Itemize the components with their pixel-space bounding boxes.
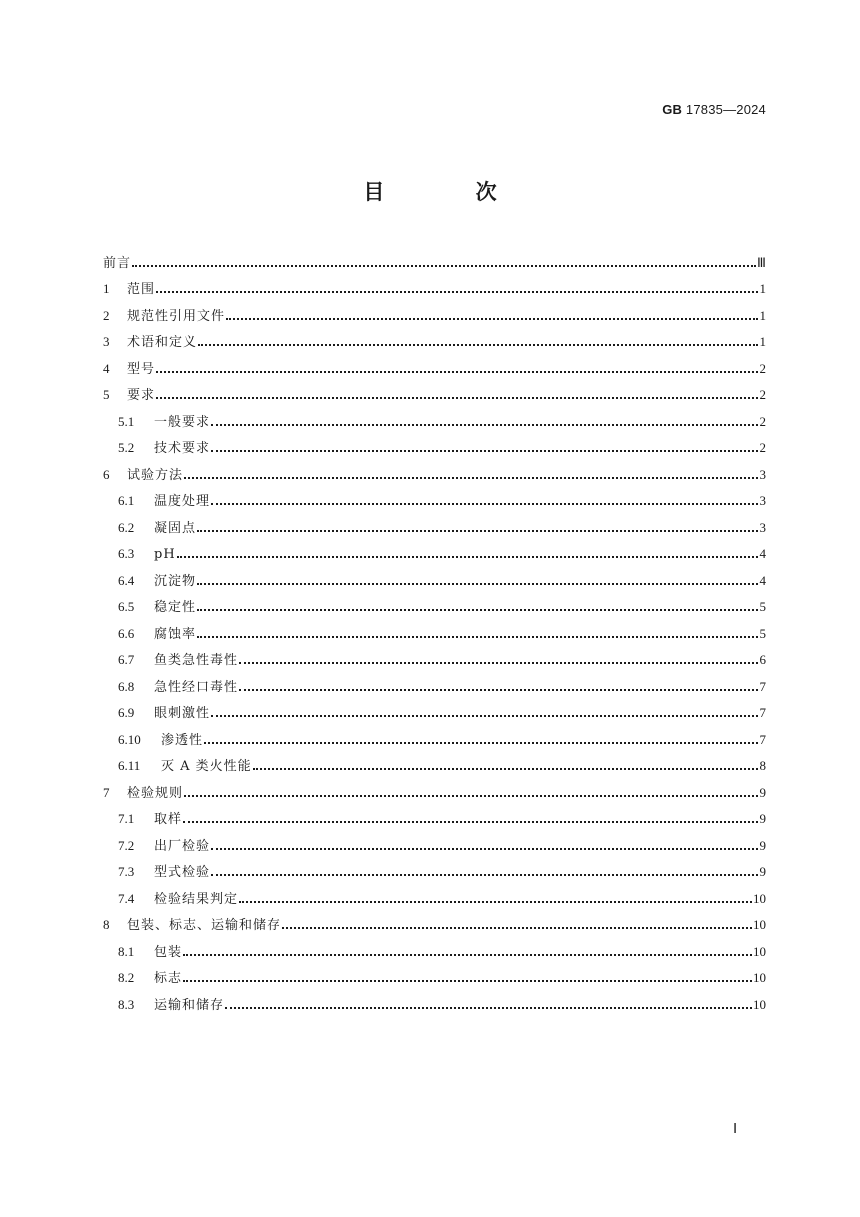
toc-entry[interactable]	[103, 350, 766, 377]
toc-entry-label: 一般要求	[154, 414, 211, 430]
toc-entry[interactable]	[103, 324, 766, 351]
toc-entry-page: 10	[753, 890, 766, 906]
toc-entry[interactable]	[103, 880, 766, 907]
toc-entry-page: 4	[759, 546, 766, 561]
toc-entry-label: 要求	[127, 388, 156, 403]
toc-entry-number: 2	[103, 307, 110, 323]
toc-entry-label: 范围	[127, 282, 156, 297]
toc-entry[interactable]	[103, 377, 766, 404]
toc-entry[interactable]	[103, 615, 766, 642]
toc-dot-leader	[183, 980, 752, 982]
toc-entry-number: 8.3	[118, 996, 135, 1012]
toc-entry[interactable]	[103, 960, 766, 987]
page-title: 目 次	[363, 180, 539, 204]
toc-entry[interactable]	[103, 430, 766, 457]
toc-entry-number: 8	[103, 917, 110, 932]
toc-entry[interactable]	[103, 589, 766, 616]
toc-entry-label: 包装、标志、运输和储存	[127, 918, 282, 933]
toc-entry-number: 5.2	[118, 440, 135, 455]
toc-dot-leader	[239, 901, 752, 903]
toc-entry-label: 稳定性	[154, 600, 197, 615]
toc-dot-leader	[197, 583, 758, 585]
toc-entry-number: 6.11	[118, 758, 141, 773]
toc-entry[interactable]	[103, 907, 766, 934]
toc-entry[interactable]	[103, 271, 766, 298]
toc-dot-leader	[184, 477, 758, 479]
toc-entry-page: 2	[759, 413, 766, 429]
toc-entry-page: 1	[759, 281, 766, 296]
toc-dot-leader	[184, 795, 758, 797]
toc-entry-label: 出厂检验	[154, 838, 211, 854]
toc-entry-number: 6.8	[118, 678, 135, 694]
toc-entry-label: 温度处理	[154, 494, 211, 509]
toc-dot-leader	[211, 874, 758, 876]
standard-prefix: GB	[662, 102, 683, 117]
table-of-contents	[103, 244, 766, 1013]
toc-entry-label: 型式检验	[154, 865, 211, 880]
toc-entry-page: 5	[759, 599, 766, 614]
toc-entry-label: 鱼类急性毒性	[154, 653, 239, 668]
toc-entry-page: 10	[753, 996, 766, 1012]
toc-entry-page: 4	[759, 572, 766, 588]
toc-dot-leader	[211, 715, 758, 717]
toc-dot-leader	[239, 662, 758, 664]
toc-entry-page: 7	[759, 705, 766, 720]
toc-entry-page: 10	[753, 943, 766, 959]
toc-entry-number: 5	[103, 387, 110, 402]
toc-entry[interactable]	[103, 483, 766, 510]
toc-entry[interactable]	[103, 695, 766, 722]
standard-code: 17835—2024	[685, 102, 766, 117]
toc-entry-page: 5	[759, 625, 766, 641]
toc-dot-leader	[197, 636, 758, 638]
toc-dot-leader	[156, 291, 758, 293]
toc-entry-number: 6.6	[118, 625, 135, 641]
toc-entry-number: 4	[103, 360, 110, 376]
toc-entry-label: 试验方法	[127, 467, 184, 483]
toc-entry[interactable]	[103, 297, 766, 324]
toc-entry-page: 9	[759, 811, 766, 826]
toc-entry-label: 标志	[154, 971, 183, 986]
toc-dot-leader	[282, 927, 752, 929]
toc-entry-number: 6	[103, 466, 110, 482]
toc-entry-label: 取样	[154, 812, 183, 827]
toc-entry-label: pH	[154, 547, 176, 562]
toc-dot-leader	[132, 265, 756, 267]
toc-dot-leader	[225, 1007, 752, 1009]
toc-entry[interactable]	[103, 721, 766, 748]
toc-entry[interactable]	[103, 774, 766, 801]
toc-entry-page: 2	[759, 360, 766, 376]
toc-entry-label: 运输和储存	[154, 997, 225, 1013]
toc-entry-number: 7.2	[118, 837, 135, 853]
toc-entry-number: 7.4	[118, 890, 135, 906]
toc-entry[interactable]	[103, 986, 766, 1013]
toc-entry-page: 2	[759, 387, 766, 402]
toc-entry-page: 10	[753, 917, 766, 932]
toc-entry-label: 沉淀物	[154, 573, 197, 589]
toc-entry[interactable]	[103, 748, 766, 775]
toc-dot-leader	[183, 821, 758, 823]
toc-entry-number: 8.2	[118, 970, 135, 985]
standard-number	[662, 102, 766, 117]
toc-entry-page: 3	[759, 519, 766, 535]
toc-entry-page: 9	[759, 784, 766, 800]
toc-entry[interactable]	[103, 933, 766, 960]
toc-entry-label: 前言	[103, 255, 132, 271]
toc-entry-label: 包装	[154, 944, 183, 960]
toc-entry-label: 检验规则	[127, 785, 184, 801]
toc-entry[interactable]	[103, 509, 766, 536]
toc-entry-label: 检验结果判定	[154, 891, 239, 907]
toc-entry-page: 7	[759, 731, 766, 747]
toc-dot-leader	[211, 848, 758, 850]
toc-entry-number: 7	[103, 784, 110, 800]
toc-entry-page: 6	[759, 652, 766, 667]
toc-entry-page: 9	[759, 864, 766, 879]
toc-dot-leader	[197, 609, 758, 611]
toc-entry[interactable]	[103, 403, 766, 430]
toc-dot-leader	[204, 742, 758, 744]
toc-entry[interactable]	[103, 456, 766, 483]
toc-entry-number: 6.1	[118, 493, 135, 508]
toc-dot-leader	[211, 450, 758, 452]
toc-entry-label: 腐蚀率	[154, 626, 197, 642]
toc-entry[interactable]	[103, 536, 766, 563]
toc-dot-leader	[226, 318, 758, 320]
toc-dot-leader	[211, 503, 758, 505]
toc-entry-label: 急性经口毒性	[154, 679, 239, 695]
toc-entry[interactable]	[103, 801, 766, 828]
toc-entry-label: 灭 A 类火性能	[161, 759, 252, 774]
toc-entry-number: 5.1	[118, 413, 135, 429]
toc-entry-page: 7	[759, 678, 766, 694]
toc-dot-leader	[198, 344, 758, 346]
toc-entry-number: 3	[103, 334, 110, 349]
toc-entry-number: 6.4	[118, 572, 135, 588]
toc-entry-label: 眼刺激性	[154, 706, 211, 721]
toc-entry[interactable]	[103, 668, 766, 695]
toc-entry-label: 技术要求	[154, 441, 211, 456]
toc-entry-page: 1	[759, 334, 766, 349]
toc-entry-page: 8	[759, 758, 766, 773]
toc-entry-page: 2	[759, 440, 766, 455]
toc-entry-number: 1	[103, 281, 110, 296]
toc-entry-page: 1	[759, 307, 766, 323]
toc-dot-leader	[239, 689, 758, 691]
toc-entry-number: 7.1	[118, 811, 135, 826]
toc-dot-leader	[253, 768, 758, 770]
toc-entry-label: 规范性引用文件	[127, 308, 226, 324]
toc-entry-number: 7.3	[118, 864, 135, 879]
toc-entry-label: 型号	[127, 361, 156, 377]
toc-entry-number: 6.2	[118, 519, 135, 535]
toc-entry-page: 3	[759, 493, 766, 508]
toc-entry-number: 6.9	[118, 705, 135, 720]
toc-entry-number: 6.7	[118, 652, 135, 667]
toc-entry-page: 10	[753, 970, 766, 985]
toc-entry[interactable]	[103, 244, 766, 271]
toc-entry-number: 6.3	[118, 546, 135, 561]
toc-dot-leader	[156, 371, 758, 373]
toc-dot-leader	[183, 954, 752, 956]
toc-dot-leader	[211, 424, 758, 426]
toc-entry-page: Ⅲ	[757, 254, 766, 270]
toc-dot-leader	[177, 556, 758, 558]
toc-entry[interactable]	[103, 562, 766, 589]
toc-entry-page: 9	[759, 837, 766, 853]
page-number: Ⅰ	[733, 1122, 738, 1137]
toc-dot-leader	[156, 397, 758, 399]
toc-entry-label: 凝固点	[154, 520, 197, 536]
toc-dot-leader	[197, 530, 758, 532]
toc-entry[interactable]	[103, 854, 766, 881]
toc-entry[interactable]	[103, 827, 766, 854]
toc-entry-label: 术语和定义	[127, 335, 198, 350]
toc-entry[interactable]	[103, 642, 766, 669]
toc-entry-number: 6.5	[118, 599, 135, 614]
toc-entry-number: 6.10	[118, 731, 141, 747]
toc-entry-label: 渗透性	[161, 732, 204, 748]
toc-entry-number: 8.1	[118, 943, 135, 959]
toc-entry-page: 3	[759, 466, 766, 482]
